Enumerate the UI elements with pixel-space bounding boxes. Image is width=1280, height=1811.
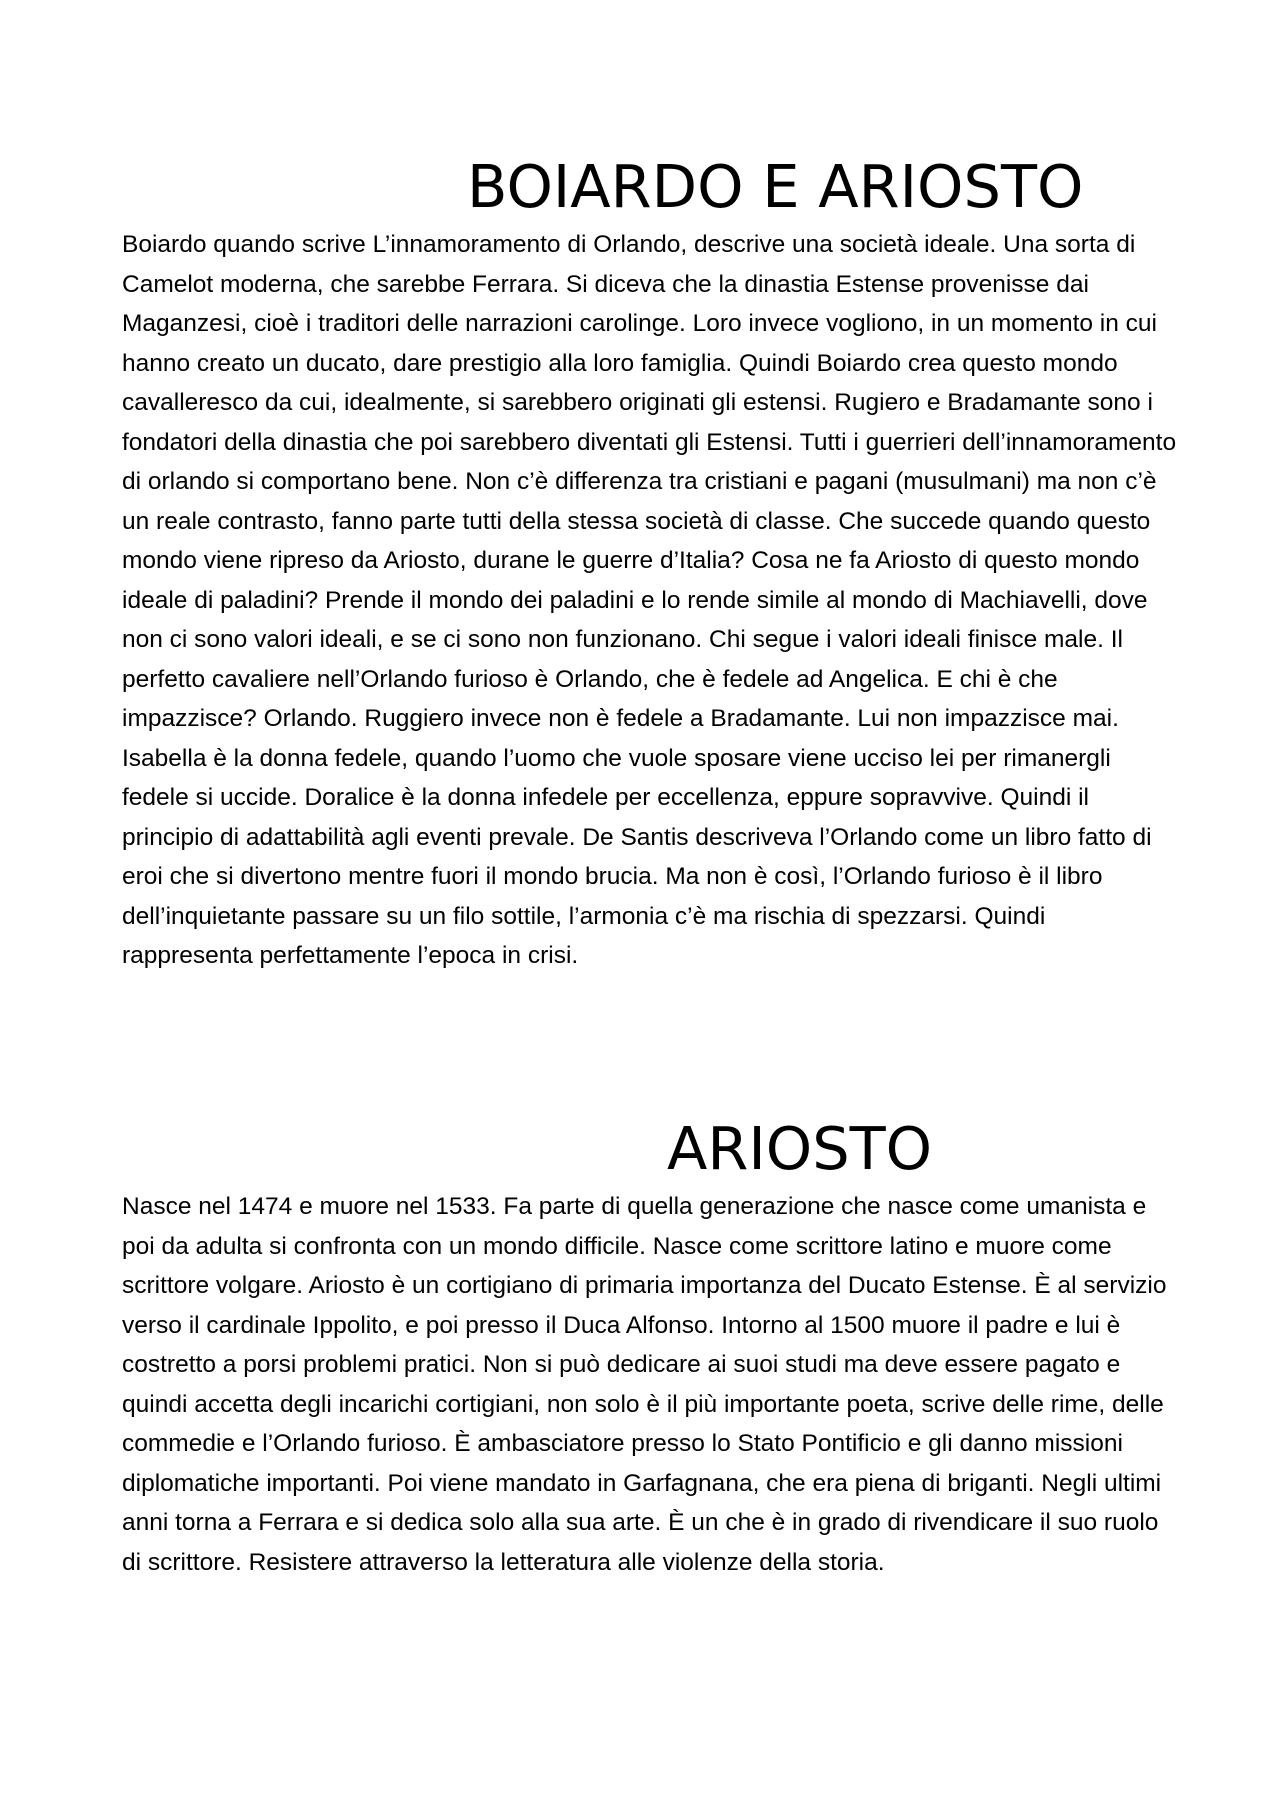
section-title-boiardo-e-ariosto: BOIARDO E ARIOSTO — [467, 152, 1084, 221]
section-body-ariosto: Nasce nel 1474 e muore nel 1533. Fa parte di quella generazione che nasce come umanista e poi da adulta si confronta con un mondo difficile. Nasce come scrittore latino e muore come scrittore volgare. Ariosto è un cortigiano di primaria importanza del Ducato Estense. È al servizio verso il cardinale Ippolito, e poi presso il Duca Alfonso. Intorno al 1500 muore il padre e lui è costretto a porsi problemi pratici. Non si può dedicare ai suoi studi ma deve essere pagato e quindi accetta degli incarichi cortigiani, non solo è il più importante poeta, scrive delle rime, delle commedie e l’Orlando furioso. È ambasciatore presso lo Stato Pontificio e gli danno missioni diplomatiche importanti. Poi viene mandato in Garfagnana, che era piena di briganti. Negli ultimi anni torna a Ferrara e si dedica solo alla sua arte. È un che è in grado di rivendicare il suo ruolo di scrittore. Resistere attraverso la letteratura alle violenze della storia. — [122, 1193, 1167, 1576]
section-title-ariosto: ARIOSTO — [667, 1114, 933, 1183]
section-body-boiardo-e-ariosto: Boiardo quando scrive L’innamoramento di Orlando, descrive una società ideale. Una sorta di Camelot moderna, che sarebbe Ferrara. Si diceva che la dinastia Estense provenisse dai Maganzesi, cioè i traditori delle narrazioni carolinge. Loro invece vogliono, in un momento in cui hanno creato un ducato, dare prestigio alla loro famiglia. Quindi Boiardo crea questo mondo cavalleresco da cui, idealmente, si sarebbero originati gli estensi. Rugiero e Bradamante sono i fondatori della dinastia che poi sarebbero diventati gli Estensi. Tutti i guerrieri dell’innamoramento di orlando si comportano bene. Non c’è differenza tra cristiani e pagani (musulmani) ma non c’è un reale contrasto, fanno parte tutti della stessa società di classe. Che succede quando questo mondo viene ripreso da Ariosto, durane le guerre d’Italia? Cosa ne fa Ariosto di questo mondo ideale di paladini? Prende il mondo dei paladini e lo rende simile al mondo di Machiavelli, dove non ci sono valori ideali, e se ci sono non funzionano. Chi segue i valori ideali finisce male. Il perfetto cavaliere nell’Orlando furioso è Orlando, che è fedele ad Angelica. E chi è che impazzisce? Orlando. Ruggiero invece non è fedele a Bradamante. Lui non impazzisce mai. Isabella è la donna fedele, quando l’uomo che vuole sposare viene ucciso lei per rimanergli fedele si uccide. Doralice è la donna infedele per eccellenza, eppure sopravvive. Quindi il principio di adattabilità agli eventi prevale. De Santis descriveva l’Orlando come un libro fatto di eroi che si divertono mentre fuori il mondo brucia. Ma non è così, l’Orlando furioso è il libro dell’inquietante passare su un filo sottile, l’armonia c’è ma rischia di spezzarsi. Quindi rappresenta perfettamente l’epoca in crisi. — [122, 231, 1177, 969]
